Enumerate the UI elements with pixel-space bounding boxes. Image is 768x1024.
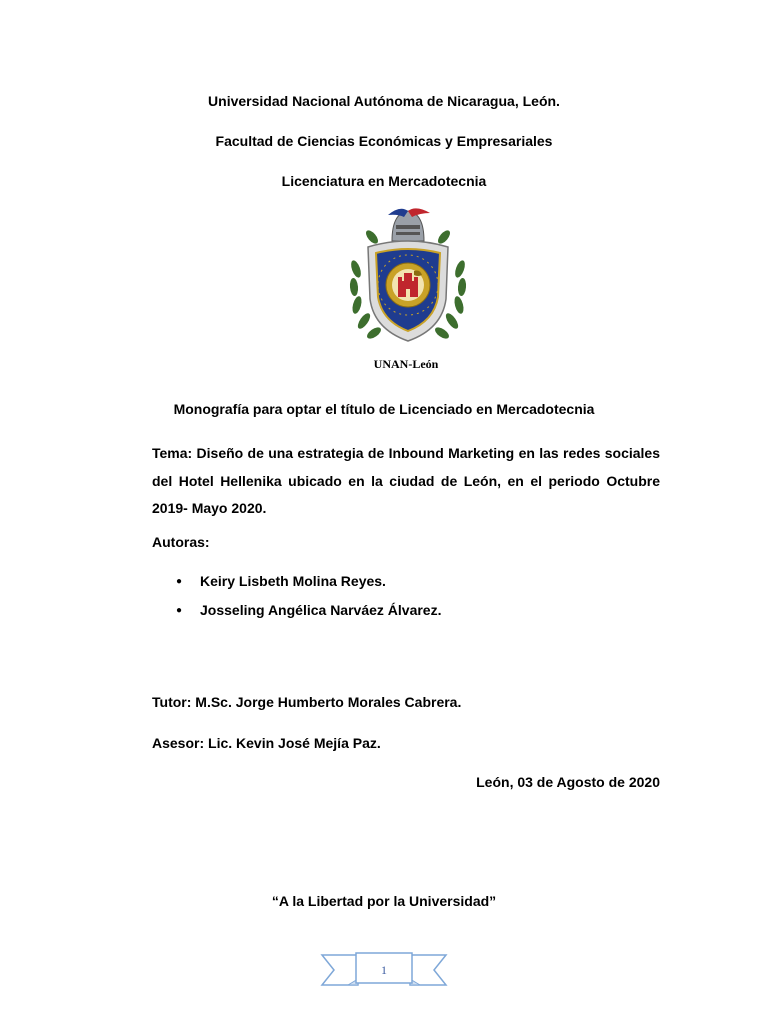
university-crest-icon [346,207,470,347]
motto: “A la Libertad por la Universidad” [271,893,497,909]
authors-heading: Autoras: [152,534,210,550]
bullet-icon: ● [176,576,183,587]
monograph-title: Monografía para optar el título de Licenciado en Mercadotecnia [173,401,595,417]
faculty-name: Facultad de Ciencias Económicas y Empresariales [215,133,553,149]
thesis-topic: Tema: Diseño de una estrategia de Inbound Marketing en las redes sociales del Hotel Hellenika ubicado en la ciudad de León, en el periodo Octubre 2019- Mayo 2020. [152,445,660,516]
university-name: Universidad Nacional Autónoma de Nicaragua, León. [208,93,560,109]
author-name: Josseling Angélica Narváez Álvarez. [200,602,442,618]
page-number: 1 [381,963,387,977]
bullet-icon: ● [176,605,183,616]
crest-label: UNAN-León [373,357,439,371]
advisor-line: Asesor: Lic. Kevin José Mejía Paz. [152,735,381,751]
tutor-line: Tutor: M.Sc. Jorge Humberto Morales Cabrera. [152,694,462,710]
degree-name: Licenciatura en Mercadotecnia [281,173,487,189]
author-name: Keiry Lisbeth Molina Reyes. [200,573,386,589]
date-line: León, 03 de Agosto de 2020 [476,774,660,790]
